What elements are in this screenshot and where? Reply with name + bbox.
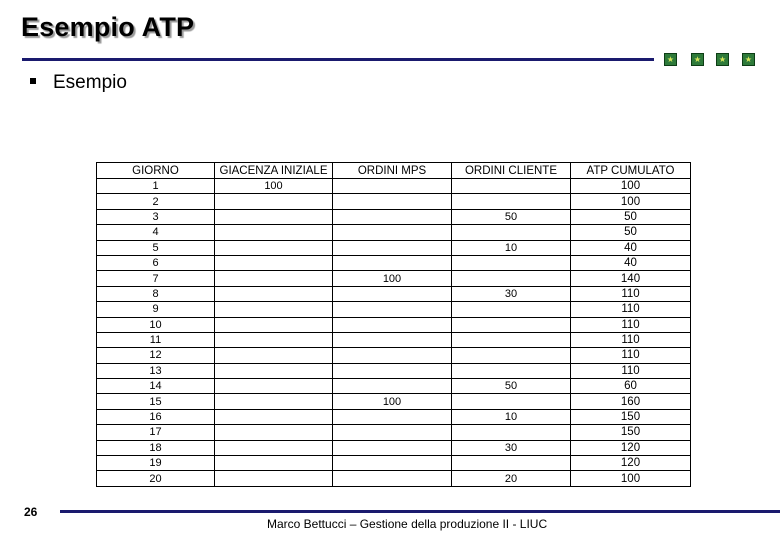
cell-giacenza xyxy=(215,332,333,347)
cell-giacenza xyxy=(215,302,333,317)
table-row xyxy=(97,471,691,486)
table-row xyxy=(97,286,691,301)
cell-ordini-mps: 100 xyxy=(333,394,452,409)
cell-ordini-cliente xyxy=(452,348,571,363)
star-decoration-icon: ★ xyxy=(664,53,677,66)
star-decoration-icon: ★ xyxy=(691,53,704,66)
cell-giorno: 17 xyxy=(97,425,215,440)
table-row xyxy=(97,348,691,363)
cell-ordini-mps xyxy=(333,302,452,317)
table-row xyxy=(97,255,691,270)
cell-atp-cumulato: 110 xyxy=(571,286,691,301)
cell-giorno: 10 xyxy=(97,317,215,332)
cell-giacenza: 100 xyxy=(215,179,333,194)
cell-ordini-cliente: 20 xyxy=(452,471,571,486)
cell-giacenza xyxy=(215,425,333,440)
header-ordini-cliente: ORDINI CLIENTE xyxy=(452,163,571,179)
table-header-row xyxy=(97,163,691,179)
cell-ordini-cliente: 30 xyxy=(452,286,571,301)
cell-giacenza xyxy=(215,255,333,270)
cell-giorno: 9 xyxy=(97,302,215,317)
cell-ordini-cliente xyxy=(452,332,571,347)
cell-ordini-cliente xyxy=(452,225,571,240)
cell-ordini-mps xyxy=(333,379,452,394)
cell-giorno: 12 xyxy=(97,348,215,363)
cell-atp-cumulato: 150 xyxy=(571,425,691,440)
cell-giacenza xyxy=(215,348,333,363)
cell-atp-cumulato: 50 xyxy=(571,209,691,224)
cell-ordini-mps xyxy=(333,240,452,255)
star-decoration-icon: ★ xyxy=(742,53,755,66)
table-row xyxy=(97,409,691,424)
cell-atp-cumulato: 50 xyxy=(571,225,691,240)
cell-ordini-mps xyxy=(333,255,452,270)
cell-atp-cumulato: 160 xyxy=(571,394,691,409)
cell-ordini-cliente: 50 xyxy=(452,379,571,394)
cell-giacenza xyxy=(215,379,333,394)
cell-ordini-mps xyxy=(333,332,452,347)
cell-atp-cumulato: 40 xyxy=(571,240,691,255)
header-giorno: GIORNO xyxy=(97,163,215,179)
cell-giorno: 1 xyxy=(97,179,215,194)
cell-ordini-mps xyxy=(333,225,452,240)
table-row xyxy=(97,179,691,194)
cell-atp-cumulato: 140 xyxy=(571,271,691,286)
cell-atp-cumulato: 150 xyxy=(571,409,691,424)
cell-atp-cumulato: 110 xyxy=(571,348,691,363)
cell-ordini-cliente xyxy=(452,317,571,332)
cell-giorno: 5 xyxy=(97,240,215,255)
cell-atp-cumulato: 110 xyxy=(571,332,691,347)
table-row xyxy=(97,379,691,394)
cell-ordini-mps xyxy=(333,348,452,363)
cell-giorno: 16 xyxy=(97,409,215,424)
table-row xyxy=(97,302,691,317)
cell-giacenza xyxy=(215,194,333,209)
cell-ordini-mps: 100 xyxy=(333,271,452,286)
table-row xyxy=(97,271,691,286)
cell-ordini-mps xyxy=(333,440,452,455)
cell-ordini-cliente: 10 xyxy=(452,409,571,424)
table-row xyxy=(97,440,691,455)
table-row xyxy=(97,317,691,332)
cell-giorno: 13 xyxy=(97,363,215,378)
table-row xyxy=(97,394,691,409)
cell-giacenza xyxy=(215,409,333,424)
cell-ordini-cliente: 50 xyxy=(452,209,571,224)
cell-giorno: 20 xyxy=(97,471,215,486)
cell-ordini-mps xyxy=(333,456,452,471)
bullet-text: Esempio xyxy=(53,72,127,93)
cell-ordini-mps xyxy=(333,209,452,224)
table-row xyxy=(97,225,691,240)
table-row xyxy=(97,194,691,209)
table-row xyxy=(97,456,691,471)
cell-atp-cumulato: 110 xyxy=(571,363,691,378)
header-atp-cumulato: ATP CUMULATO xyxy=(571,163,691,179)
cell-atp-cumulato: 110 xyxy=(571,317,691,332)
cell-giacenza xyxy=(215,394,333,409)
cell-ordini-mps xyxy=(333,179,452,194)
header-ordini-mps: ORDINI MPS xyxy=(333,163,452,179)
cell-ordini-cliente xyxy=(452,302,571,317)
cell-giacenza xyxy=(215,209,333,224)
cell-atp-cumulato: 100 xyxy=(571,179,691,194)
cell-ordini-cliente xyxy=(452,363,571,378)
cell-ordini-cliente xyxy=(452,425,571,440)
cell-giacenza xyxy=(215,286,333,301)
cell-giorno: 15 xyxy=(97,394,215,409)
cell-atp-cumulato: 60 xyxy=(571,379,691,394)
table-row xyxy=(97,363,691,378)
cell-ordini-cliente xyxy=(452,271,571,286)
cell-ordini-cliente: 10 xyxy=(452,240,571,255)
cell-giacenza xyxy=(215,456,333,471)
square-bullet-icon xyxy=(30,78,36,84)
cell-giacenza xyxy=(215,271,333,286)
cell-giorno: 14 xyxy=(97,379,215,394)
cell-ordini-cliente xyxy=(452,194,571,209)
cell-ordini-cliente: 30 xyxy=(452,440,571,455)
page-number: 26 xyxy=(24,505,38,519)
table-row xyxy=(97,425,691,440)
table-row xyxy=(97,209,691,224)
cell-giorno: 8 xyxy=(97,286,215,301)
cell-giorno: 6 xyxy=(97,255,215,270)
cell-ordini-cliente xyxy=(452,255,571,270)
cell-giorno: 18 xyxy=(97,440,215,455)
bullet-item xyxy=(30,72,127,94)
atp-table xyxy=(96,162,691,487)
footer-text: Marco Bettucci – Gestione della produzione II - LIUC xyxy=(267,517,548,531)
cell-atp-cumulato: 120 xyxy=(571,456,691,471)
cell-giorno: 11 xyxy=(97,332,215,347)
cell-giacenza xyxy=(215,240,333,255)
cell-giorno: 7 xyxy=(97,271,215,286)
slide-title: Esempio ATP xyxy=(21,12,195,42)
cell-giacenza xyxy=(215,363,333,378)
star-decoration-icon: ★ xyxy=(716,53,729,66)
cell-atp-cumulato: 40 xyxy=(571,255,691,270)
cell-giacenza xyxy=(215,225,333,240)
cell-atp-cumulato: 100 xyxy=(571,194,691,209)
cell-ordini-cliente xyxy=(452,179,571,194)
header-giacenza: GIACENZA INIZIALE xyxy=(215,163,333,179)
cell-ordini-mps xyxy=(333,286,452,301)
cell-giacenza xyxy=(215,317,333,332)
cell-giorno: 19 xyxy=(97,456,215,471)
cell-giorno: 2 xyxy=(97,194,215,209)
cell-ordini-mps xyxy=(333,194,452,209)
table-row xyxy=(97,332,691,347)
cell-ordini-mps xyxy=(333,317,452,332)
cell-giorno: 3 xyxy=(97,209,215,224)
cell-ordini-cliente xyxy=(452,456,571,471)
cell-ordini-mps xyxy=(333,363,452,378)
cell-atp-cumulato: 100 xyxy=(571,471,691,486)
cell-ordini-mps xyxy=(333,425,452,440)
cell-ordini-mps xyxy=(333,409,452,424)
cell-atp-cumulato: 120 xyxy=(571,440,691,455)
cell-ordini-mps xyxy=(333,471,452,486)
cell-giorno: 4 xyxy=(97,225,215,240)
title-rule xyxy=(22,58,654,61)
footer-rule xyxy=(60,510,780,513)
cell-giacenza xyxy=(215,440,333,455)
cell-atp-cumulato: 110 xyxy=(571,302,691,317)
cell-ordini-cliente xyxy=(452,394,571,409)
cell-giacenza xyxy=(215,471,333,486)
table-row xyxy=(97,240,691,255)
